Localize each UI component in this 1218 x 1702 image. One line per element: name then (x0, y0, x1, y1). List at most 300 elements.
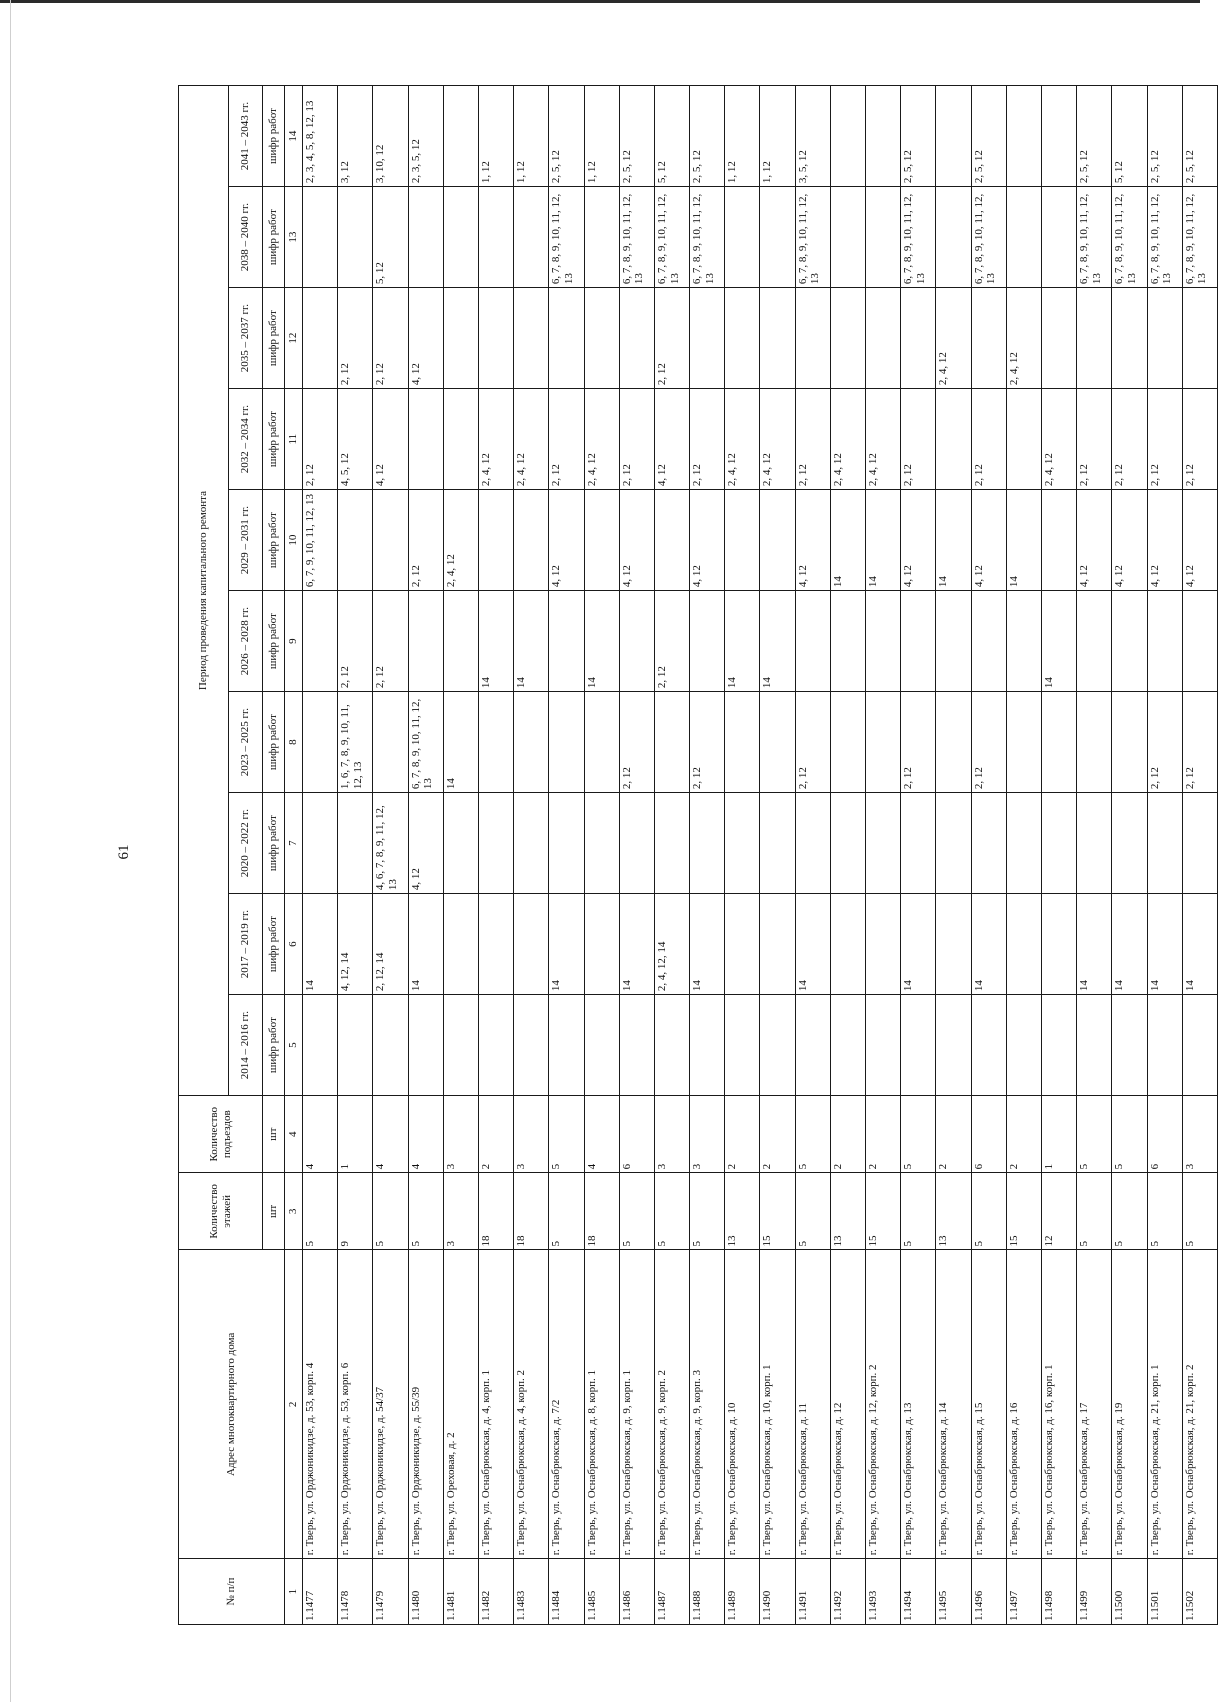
cell-work-code (478, 692, 513, 793)
cell-entrances: 2 (478, 1096, 513, 1173)
cell-work-code (1006, 692, 1041, 793)
cell-work-code: 2, 12 (1147, 389, 1182, 490)
cell-entrances: 5 (549, 1096, 584, 1173)
cell-work-code (1182, 591, 1217, 692)
cell-work-code: 2, 5, 12 (619, 86, 654, 187)
cell-work-code: 2, 12 (1182, 389, 1217, 490)
cell-work-code: 4, 12 (690, 490, 725, 591)
cell-work-code (866, 995, 901, 1096)
cell-work-code (373, 692, 408, 793)
cell-work-code (443, 187, 478, 288)
cell-work-code (760, 187, 795, 288)
cell-work-code: 2, 4, 12 (830, 389, 865, 490)
table-row (1006, 86, 1041, 1625)
header-unit-work: шифр работ (263, 86, 285, 187)
cell-work-code: 2, 4, 12 (1041, 389, 1076, 490)
cell-work-code: 2, 5, 12 (971, 86, 1006, 187)
cell-work-code: 14 (1041, 591, 1076, 692)
cell-work-code: 2, 4, 12 (725, 389, 760, 490)
header-period: 2035 – 2037 гг. (229, 288, 263, 389)
cell-work-code: 2, 12 (619, 389, 654, 490)
cell-work-code: 3, 10, 12 (373, 86, 408, 187)
cell-work-code (514, 692, 549, 793)
cell-address: г. Тверь, ул. Оснабрюкская, д. 16 (1006, 1250, 1041, 1559)
table-row (1147, 86, 1182, 1625)
cell-work-code (1112, 793, 1147, 894)
cell-work-code (443, 995, 478, 1096)
header-period: 2023 – 2025 гг. (229, 692, 263, 793)
cell-work-code: 1, 12 (725, 86, 760, 187)
cell-work-code: 2, 12 (1112, 389, 1147, 490)
cell-work-code: 4, 12 (971, 490, 1006, 591)
table-row (584, 86, 619, 1625)
cell-work-code (1077, 288, 1112, 389)
cell-floors: 15 (1006, 1173, 1041, 1250)
cell-work-code (584, 288, 619, 389)
cell-entrances: 4 (373, 1096, 408, 1173)
cell-work-code: 14 (795, 894, 830, 995)
cell-entrances: 4 (584, 1096, 619, 1173)
cell-address: г. Тверь, ул. Оснабрюкская, д. 9, корп. 1 (619, 1250, 654, 1559)
header-column-number: 9 (285, 591, 303, 692)
header-period: 2041 – 2043 гг. (229, 86, 263, 187)
cell-work-code (760, 288, 795, 389)
header-column-numbers (285, 86, 303, 1625)
cell-no: 1.1502 (1182, 1559, 1217, 1625)
cell-work-code (866, 187, 901, 288)
cell-address: г. Тверь, ул. Оснабрюкская, д. 21, корп. 2 (1182, 1250, 1217, 1559)
cell-entrances: 5 (901, 1096, 936, 1173)
cell-work-code: 14 (760, 591, 795, 692)
cell-work-code: 14 (478, 591, 513, 692)
cell-floors: 15 (760, 1173, 795, 1250)
cell-no: 1.1488 (690, 1559, 725, 1625)
cell-work-code: 2, 12 (971, 692, 1006, 793)
cell-work-code (478, 793, 513, 894)
cell-entrances: 2 (760, 1096, 795, 1173)
cell-work-code (1041, 490, 1076, 591)
cell-work-code (936, 793, 971, 894)
cell-work-code (866, 86, 901, 187)
cell-work-code: 6, 7, 8, 9, 10, 11, 12, 13 (549, 187, 584, 288)
cell-work-code: 6, 7, 8, 9, 10, 11, 12, 13 (1077, 187, 1112, 288)
cell-address: г. Тверь, ул. Оснабрюкская, д. 19 (1112, 1250, 1147, 1559)
header-column-number: 14 (285, 86, 303, 187)
cell-work-code (373, 490, 408, 591)
cell-no: 1.1484 (549, 1559, 584, 1625)
cell-address: г. Тверь, ул. Оснабрюкская, д. 10 (725, 1250, 760, 1559)
cell-address: г. Тверь, ул. Орджоникидзе, д. 55/39 (408, 1250, 443, 1559)
cell-work-code (1077, 591, 1112, 692)
cell-floors: 5 (1182, 1173, 1217, 1250)
cell-floors: 5 (619, 1173, 654, 1250)
cell-work-code (830, 86, 865, 187)
cell-no: 1.1487 (654, 1559, 689, 1625)
cell-work-code: 2, 12 (373, 591, 408, 692)
cell-work-code (478, 894, 513, 995)
table-row (830, 86, 865, 1625)
cell-work-code: 14 (303, 894, 338, 995)
cell-work-code (1041, 86, 1076, 187)
cell-work-code: 3, 12 (338, 86, 373, 187)
cell-work-code: 14 (1006, 490, 1041, 591)
cell-work-code: 2, 12 (690, 692, 725, 793)
cell-work-code (1112, 591, 1147, 692)
cell-work-code (1182, 995, 1217, 1096)
cell-no: 1.1479 (373, 1559, 408, 1625)
cell-address: г. Тверь, ул. Оснабрюкская, д. 21, корп. 1 (1147, 1250, 1182, 1559)
table-row (901, 86, 936, 1625)
cell-work-code: 4, 12 (1147, 490, 1182, 591)
cell-work-code: 14 (1077, 894, 1112, 995)
cell-work-code (971, 591, 1006, 692)
cell-work-code (549, 692, 584, 793)
cell-entrances: 2 (725, 1096, 760, 1173)
cell-work-code: 1, 6, 7, 8, 9, 10, 11, 12, 13 (338, 692, 373, 793)
cell-work-code (303, 692, 338, 793)
cell-work-code (725, 894, 760, 995)
cell-work-code: 2, 3, 4, 5, 8, 12, 13 (303, 86, 338, 187)
cell-work-code (1041, 187, 1076, 288)
cell-work-code (1112, 692, 1147, 793)
cell-work-code (584, 995, 619, 1096)
cell-no: 1.1494 (901, 1559, 936, 1625)
cell-work-code (303, 995, 338, 1096)
cell-work-code (795, 288, 830, 389)
cell-entrances: 6 (1147, 1096, 1182, 1173)
cell-floors: 5 (654, 1173, 689, 1250)
cell-work-code (830, 793, 865, 894)
cell-work-code (619, 995, 654, 1096)
cell-floors: 5 (303, 1173, 338, 1250)
cell-work-code: 2, 5, 12 (549, 86, 584, 187)
cell-work-code (303, 187, 338, 288)
cell-work-code (795, 995, 830, 1096)
cell-address: г. Тверь, ул. Оснабрюкская, д. 7/2 (549, 1250, 584, 1559)
cell-floors: 13 (936, 1173, 971, 1250)
cell-address: г. Тверь, ул. Орджоникидзе, д. 53, корп. 6 (338, 1250, 373, 1559)
cell-address: г. Тверь, ул. Оснабрюкская, д. 11 (795, 1250, 830, 1559)
cell-work-code: 2, 4, 12 (443, 490, 478, 591)
cell-work-code: 14 (936, 490, 971, 591)
cell-work-code (443, 389, 478, 490)
cell-work-code (443, 591, 478, 692)
cell-work-code (514, 490, 549, 591)
cell-work-code (443, 288, 478, 389)
cell-no: 1.1481 (443, 1559, 478, 1625)
cell-work-code: 14 (830, 490, 865, 591)
table-row (478, 86, 513, 1625)
cell-work-code: 14 (443, 692, 478, 793)
cell-work-code (690, 995, 725, 1096)
cell-work-code (514, 894, 549, 995)
cell-work-code (725, 288, 760, 389)
table-header (179, 86, 303, 1625)
cell-work-code: 2, 12 (1182, 692, 1217, 793)
table-row (1182, 86, 1217, 1625)
cell-work-code (408, 591, 443, 692)
cell-work-code: 1, 12 (514, 86, 549, 187)
cell-work-code (549, 591, 584, 692)
header-column-number: 5 (285, 995, 303, 1096)
header-column-number: 3 (285, 1173, 303, 1250)
header-unit-work: шифр работ (263, 692, 285, 793)
cell-work-code: 2, 12 (338, 288, 373, 389)
cell-work-code: 4, 5, 12 (338, 389, 373, 490)
cell-work-code (901, 288, 936, 389)
header-unit-work: шифр работ (263, 793, 285, 894)
cell-work-code (549, 288, 584, 389)
cell-work-code (338, 490, 373, 591)
header-period: 2026 – 2028 гг. (229, 591, 263, 692)
cell-no: 1.1482 (478, 1559, 513, 1625)
cell-entrances: 5 (1077, 1096, 1112, 1173)
cell-work-code (866, 793, 901, 894)
cell-work-code: 2, 4, 12, 14 (654, 894, 689, 995)
table-row (760, 86, 795, 1625)
cell-work-code (443, 894, 478, 995)
cell-work-code (901, 591, 936, 692)
cell-work-code: 2, 12 (654, 288, 689, 389)
cell-work-code: 2, 12 (373, 288, 408, 389)
cell-address: г. Тверь, ул. Оснабрюкская, д. 14 (936, 1250, 971, 1559)
cell-work-code: 6, 7, 8, 9, 10, 11, 12, 13 (901, 187, 936, 288)
cell-work-code (619, 591, 654, 692)
cell-work-code (971, 793, 1006, 894)
cell-work-code: 2, 5, 12 (690, 86, 725, 187)
header-address: Адрес многоквартирного дома (179, 1250, 285, 1559)
cell-work-code: 2, 12 (549, 389, 584, 490)
cell-no: 1.1500 (1112, 1559, 1147, 1625)
cell-no: 1.1499 (1077, 1559, 1112, 1625)
cell-work-code: 4, 12 (901, 490, 936, 591)
cell-work-code: 1, 12 (478, 86, 513, 187)
cell-address: г. Тверь, ул. Оснабрюкская, д. 12 (830, 1250, 865, 1559)
cell-entrances: 6 (619, 1096, 654, 1173)
cell-entrances: 5 (1112, 1096, 1147, 1173)
header-column-number: 4 (285, 1096, 303, 1173)
cell-address: г. Тверь, ул. Орджоникидзе, д. 54/37 (373, 1250, 408, 1559)
header-unit-work: шифр работ (263, 288, 285, 389)
table-row (971, 86, 1006, 1625)
cell-work-code: 2, 4, 12 (514, 389, 549, 490)
cell-floors: 9 (338, 1173, 373, 1250)
cell-address: г. Тверь, ул. Оснабрюкская, д. 4, корп. 1 (478, 1250, 513, 1559)
cell-work-code: 2, 12 (654, 591, 689, 692)
cell-work-code: 14 (1112, 894, 1147, 995)
cell-no: 1.1492 (830, 1559, 865, 1625)
cell-work-code: 6, 7, 8, 9, 10, 11, 12, 13 (1112, 187, 1147, 288)
cell-floors: 18 (514, 1173, 549, 1250)
cell-work-code (1077, 692, 1112, 793)
cell-work-code (654, 793, 689, 894)
cell-work-code (584, 490, 619, 591)
cell-work-code (1041, 692, 1076, 793)
cell-work-code (866, 591, 901, 692)
cell-work-code: 14 (408, 894, 443, 995)
cell-work-code (760, 692, 795, 793)
cell-work-code (549, 995, 584, 1096)
cell-work-code (338, 187, 373, 288)
cell-entrances: 1 (1041, 1096, 1076, 1173)
cell-work-code (830, 995, 865, 1096)
cell-address: г. Тверь, ул. Оснабрюкская, д. 17 (1077, 1250, 1112, 1559)
header-period: 2014 – 2016 гг. (229, 995, 263, 1096)
header-unit-floors: шт (263, 1173, 285, 1250)
cell-work-code: 5, 12 (654, 86, 689, 187)
cell-work-code: 14 (549, 894, 584, 995)
header-column-number: 7 (285, 793, 303, 894)
cell-work-code (1041, 793, 1076, 894)
cell-work-code (584, 187, 619, 288)
cell-work-code: 6, 7, 8, 9, 10, 11, 12, 13 (795, 187, 830, 288)
header-unit-entrances: шт (263, 1096, 285, 1173)
cell-work-code (338, 793, 373, 894)
cell-work-code (830, 591, 865, 692)
cell-work-code (725, 793, 760, 894)
cell-work-code (408, 187, 443, 288)
cell-work-code (1147, 793, 1182, 894)
cell-work-code: 6, 7, 8, 9, 10, 11, 12, 13 (619, 187, 654, 288)
cell-no: 1.1489 (725, 1559, 760, 1625)
cell-work-code (971, 995, 1006, 1096)
cell-work-code: 4, 6, 7, 8, 9, 11, 12, 13 (373, 793, 408, 894)
cell-work-code (478, 288, 513, 389)
cell-entrances: 4 (408, 1096, 443, 1173)
cell-work-code: 14 (901, 894, 936, 995)
cell-work-code: 6, 7, 8, 9, 10, 11, 12, 13 (654, 187, 689, 288)
cell-work-code (760, 894, 795, 995)
table-row (443, 86, 478, 1625)
cell-work-code (936, 591, 971, 692)
cell-work-code (584, 793, 619, 894)
cell-floors: 5 (1077, 1173, 1112, 1250)
cell-no: 1.1485 (584, 1559, 619, 1625)
repair-schedule-table (178, 85, 1218, 1625)
table-row (936, 86, 971, 1625)
cell-work-code (866, 288, 901, 389)
cell-work-code (303, 793, 338, 894)
cell-work-code (690, 591, 725, 692)
cell-floors: 15 (866, 1173, 901, 1250)
cell-work-code: 3, 5, 12 (795, 86, 830, 187)
cell-address: г. Тверь, ул. Оснабрюкская, д. 8, корп. 1 (584, 1250, 619, 1559)
cell-work-code (1147, 288, 1182, 389)
cell-no: 1.1486 (619, 1559, 654, 1625)
cell-work-code: 2, 12 (971, 389, 1006, 490)
header-column-number: 11 (285, 389, 303, 490)
cell-work-code (478, 490, 513, 591)
cell-work-code: 5, 12 (373, 187, 408, 288)
cell-work-code (1112, 288, 1147, 389)
cell-address: г. Тверь, ул. Оснабрюкская, д. 15 (971, 1250, 1006, 1559)
header-entrances: Количество подъездов (179, 1096, 263, 1173)
scan-edge-left (10, 0, 11, 1702)
cell-work-code (443, 793, 478, 894)
header-unit-work: шифр работ (263, 591, 285, 692)
cell-work-code: 4, 12 (408, 288, 443, 389)
cell-work-code (725, 187, 760, 288)
header-period: 2038 – 2040 гг. (229, 187, 263, 288)
cell-work-code: 6, 7, 8, 9, 10, 11, 12, 13 (408, 692, 443, 793)
cell-work-code: 2, 4, 12 (584, 389, 619, 490)
cell-work-code (830, 187, 865, 288)
cell-work-code (760, 793, 795, 894)
cell-entrances: 1 (338, 1096, 373, 1173)
cell-work-code (1147, 591, 1182, 692)
cell-work-code: 2, 12 (619, 692, 654, 793)
table-row (1077, 86, 1112, 1625)
cell-work-code (866, 692, 901, 793)
cell-work-code (760, 995, 795, 1096)
header-unit-work: шифр работ (263, 894, 285, 995)
header-column-number: 2 (285, 1250, 303, 1559)
cell-work-code (478, 995, 513, 1096)
header-column-number: 8 (285, 692, 303, 793)
table-body (303, 86, 1218, 1625)
cell-work-code: 4, 12 (1077, 490, 1112, 591)
header-column-number: 13 (285, 187, 303, 288)
cell-work-code (1077, 793, 1112, 894)
cell-work-code: 14 (690, 894, 725, 995)
cell-work-code (619, 793, 654, 894)
cell-work-code (584, 692, 619, 793)
cell-address: г. Тверь, ул. Оснабрюкская, д. 4, корп. 2 (514, 1250, 549, 1559)
cell-entrances: 6 (971, 1096, 1006, 1173)
cell-work-code (584, 894, 619, 995)
cell-address: г. Тверь, ул. Оснабрюкская, д. 9, корп. 2 (654, 1250, 689, 1559)
cell-no: 1.1480 (408, 1559, 443, 1625)
cell-work-code: 1, 12 (760, 86, 795, 187)
cell-entrances: 5 (795, 1096, 830, 1173)
cell-work-code: 14 (619, 894, 654, 995)
header-period: 2020 – 2022 гг. (229, 793, 263, 894)
cell-work-code (373, 995, 408, 1096)
cell-work-code: 2, 4, 12 (936, 288, 971, 389)
cell-floors: 18 (584, 1173, 619, 1250)
page-number: 61 (116, 844, 132, 860)
cell-entrances: 2 (830, 1096, 865, 1173)
cell-work-code (936, 389, 971, 490)
cell-work-code (690, 793, 725, 894)
cell-address: г. Тверь, ул. Оснабрюкская, д. 13 (901, 1250, 936, 1559)
cell-work-code: 2, 5, 12 (1077, 86, 1112, 187)
cell-work-code: 6, 7, 8, 9, 10, 11, 12, 13 (971, 187, 1006, 288)
cell-work-code (478, 187, 513, 288)
cell-work-code (971, 288, 1006, 389)
cell-floors: 5 (690, 1173, 725, 1250)
cell-work-code (654, 490, 689, 591)
cell-address: г. Тверь, ул. Оснабрюкская, д. 16, корп. 1 (1041, 1250, 1076, 1559)
cell-work-code (1006, 591, 1041, 692)
cell-work-code (901, 995, 936, 1096)
cell-work-code (654, 995, 689, 1096)
cell-work-code (1041, 288, 1076, 389)
cell-no: 1.1478 (338, 1559, 373, 1625)
cell-work-code (936, 692, 971, 793)
header-unit-work: шифр работ (263, 490, 285, 591)
cell-work-code: 14 (1182, 894, 1217, 995)
cell-entrances: 3 (654, 1096, 689, 1173)
cell-work-code: 4, 12 (619, 490, 654, 591)
cell-floors: 18 (478, 1173, 513, 1250)
cell-work-code: 2, 12 (303, 389, 338, 490)
cell-work-code: 4, 12 (654, 389, 689, 490)
header-period: 2029 – 2031 гг. (229, 490, 263, 591)
cell-floors: 5 (1147, 1173, 1182, 1250)
cell-work-code: 6, 7, 9, 10, 11, 12, 13 (303, 490, 338, 591)
cell-entrances: 3 (514, 1096, 549, 1173)
